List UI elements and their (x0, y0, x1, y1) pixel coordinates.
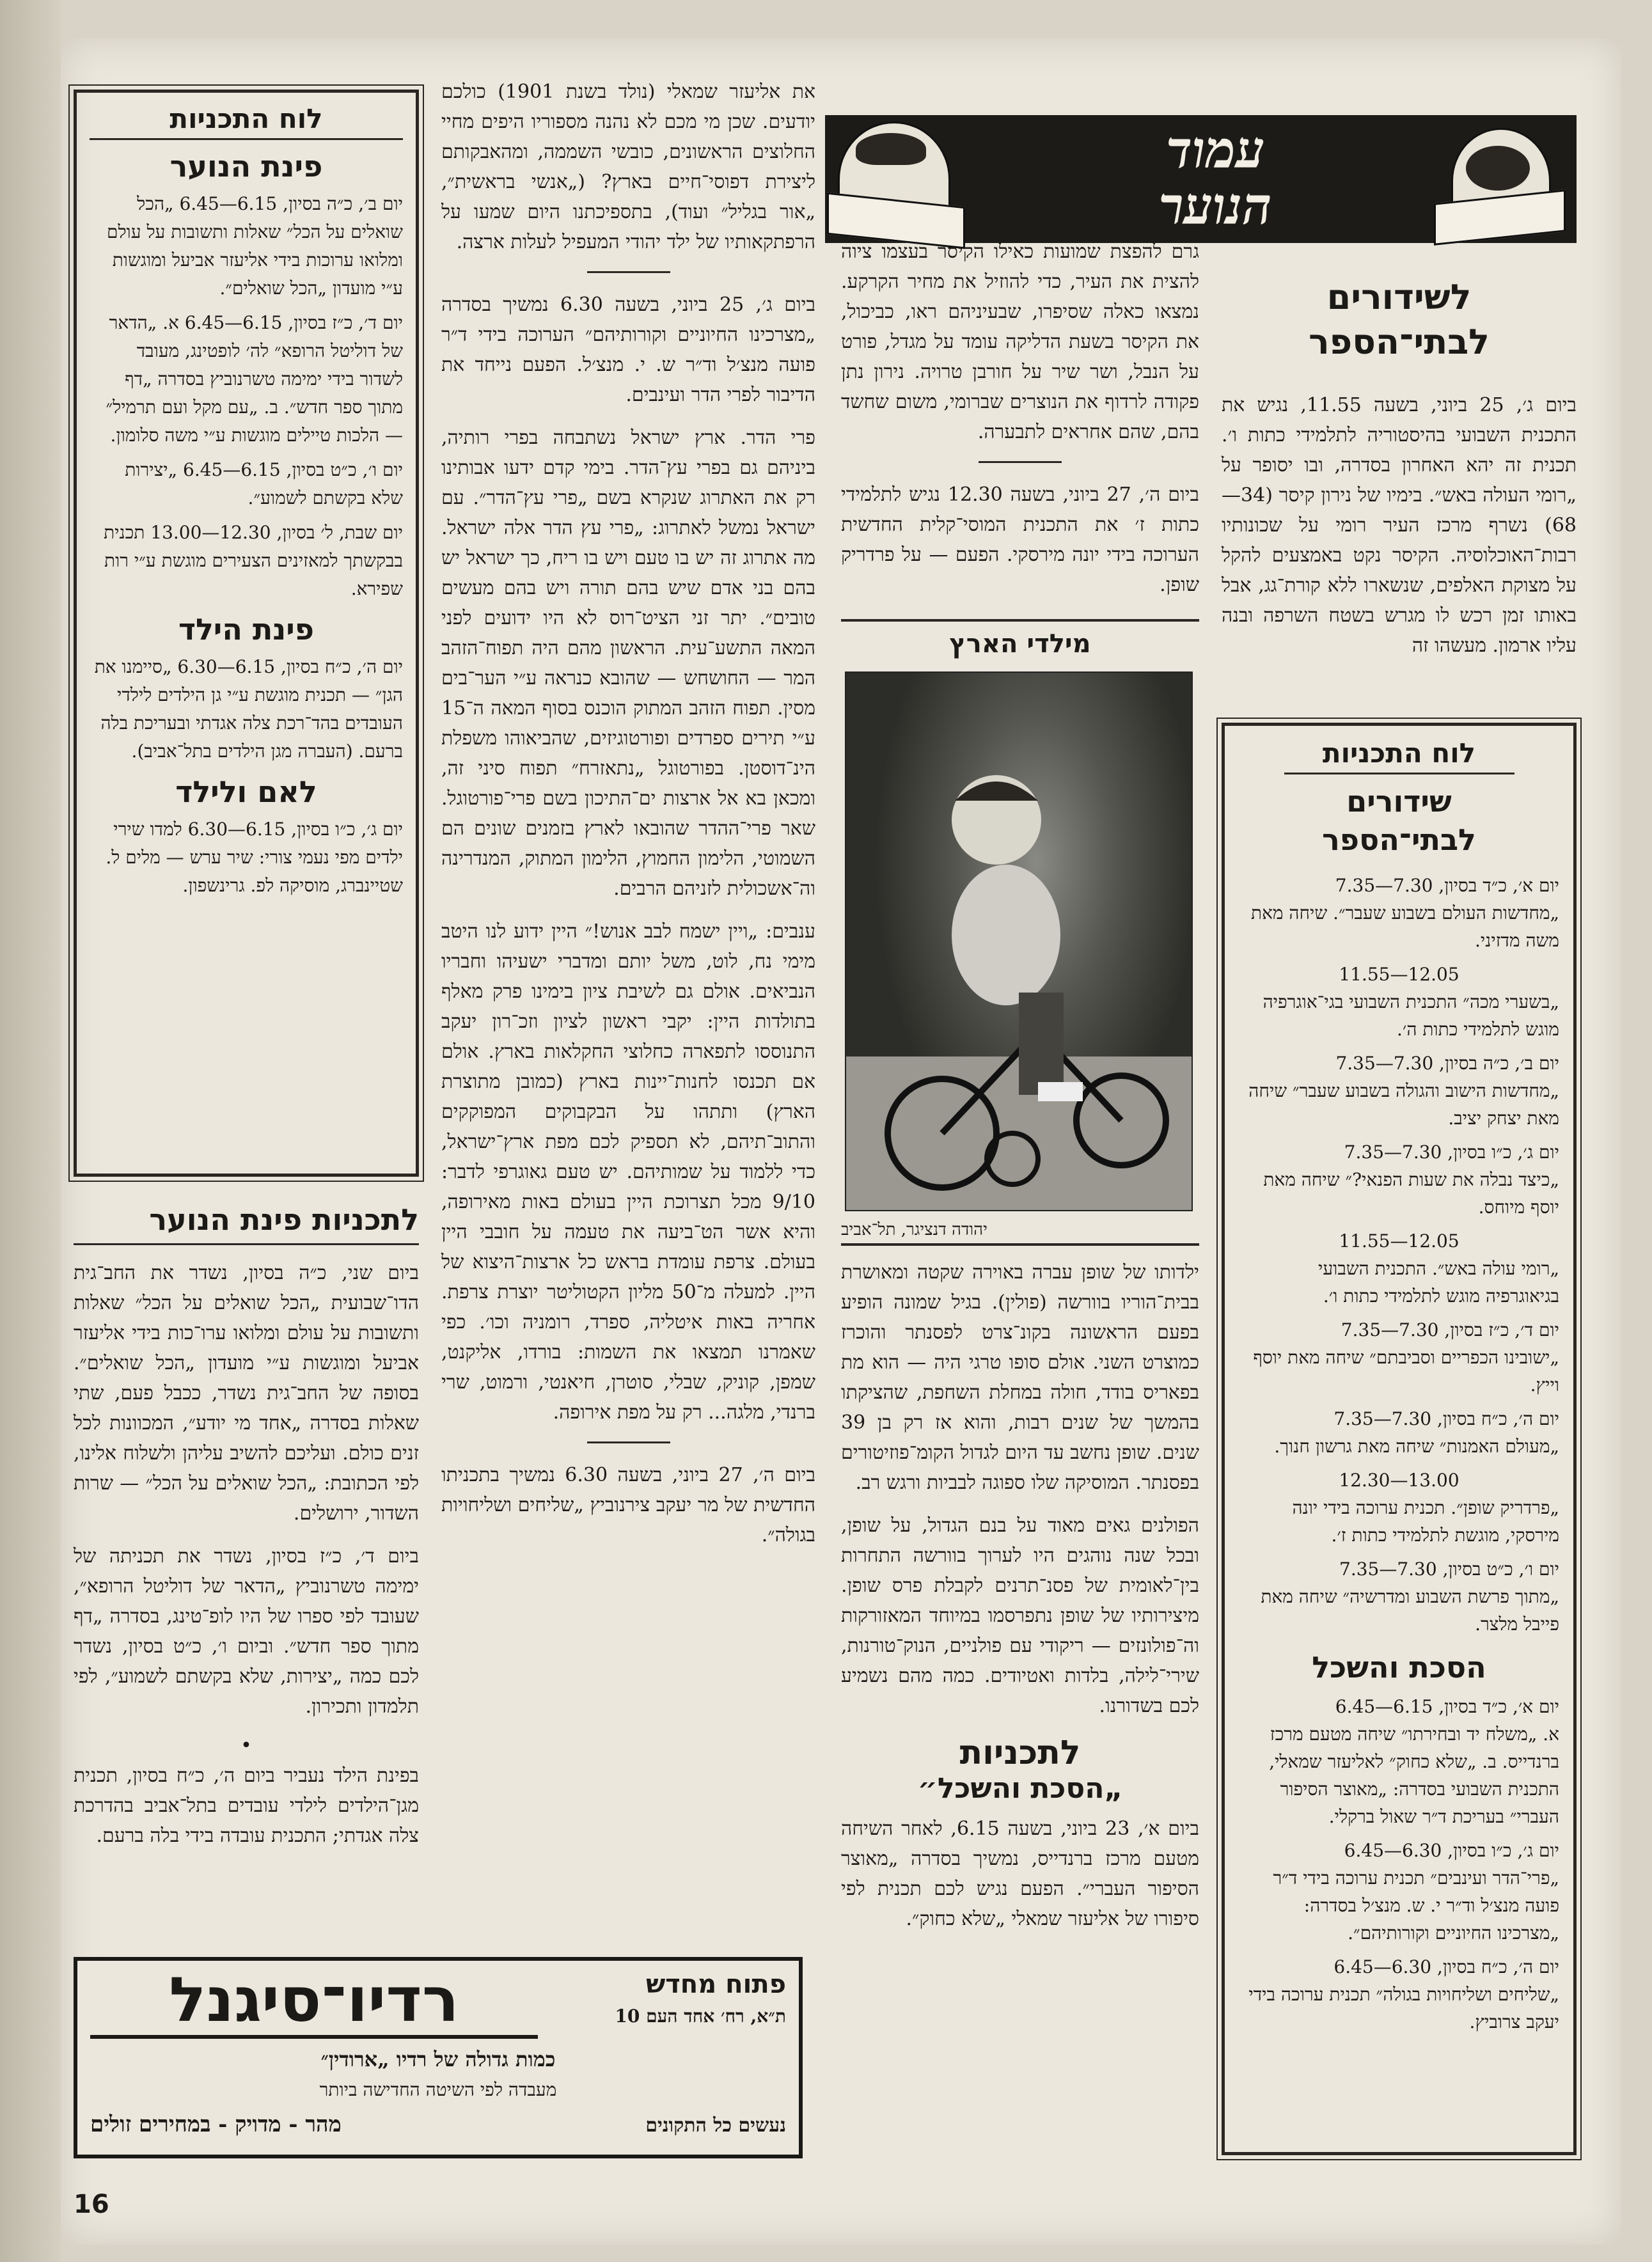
youth-schedule-box (74, 90, 419, 1177)
newspaper-page (61, 38, 1621, 2245)
column-left (74, 90, 419, 1864)
schedule-item: יום שבת, ל׳ בסיון, 12.30—13.00 תכנית בבקשתך למאזינים הצעירים מוגשת ע״י רות שפירא. (104, 522, 403, 599)
listen-learn-list (1239, 1693, 1559, 2036)
schedule-item-desc: „פרדריק שופן״. תכנית ערוכה בידי יונה מירסקי, מוגשת לתלמידי כתות ז׳. (1292, 1497, 1559, 1546)
schedule-item-date: יום ג׳, כ״ו בסיון, 7.30—7.35 (1344, 1142, 1559, 1163)
chopin-poles-paragraph: הפולנים גאים מאוד על בנם הגדול, על שופן, ובכל שנה נוהגים היו לערוך בוורשה התחרות בין־לאומית של פסנ־תרנים לקבלת פרס שופן. מיצירותיו של שופן נתפרסמו במיוחד המאזורקות וה־פולונזים — ריקודי עם פולניים, הנוק־טורנות, שירי־לילה, בלדות ואטיודים. כמה מהם נשמיע לכם בשדורנו. (841, 1514, 1199, 1717)
schedule-item (1239, 1049, 1559, 1132)
schedule-item: יום ב׳, כ״ה בסיון, 6.15—6.45 „הכל שואלים על הכל״ שאלות ותשובות על עולם ומלואו ערוכות בידי אליעזר אביעל ומוגשות ע״י מועדון „הכל שואלים״. (106, 193, 403, 299)
column-second (841, 230, 1199, 1947)
ad-address: ת״א, רח׳ אחד העם 10 (615, 2006, 786, 2027)
schedule-item: יום ה׳, כ״ח בסיון, 6.15—6.30 „סיימנו את הגן״ — תכנית מוגשת ע״י גן הילדים לילדי העובדים בהד־רכת צלה אגדתי ובעריכת בלה ברעם. (העברה מגן הילדים בתל־אביב). (94, 656, 403, 762)
schedule-item-date: 12.30—13.00 (1339, 1470, 1459, 1491)
schedule-item-desc: „מחדשות העולם בשבוע שעבר״. שיחה מאת משה מדזיני. (1251, 902, 1559, 951)
ad-top-line: פתוח מחדש (645, 1970, 786, 1999)
banner-title-line2: הנוער (1158, 176, 1272, 236)
divider (587, 271, 670, 273)
grapes-paragraph: ענבים: „ויין ישמח לבב אנוש!״ היין ידוע לנו היטב מימי נח, לוט, משל יותם ומדברי ישעיהו וחבריו הנביאים. אולם גם לשיבת ציון בימינו פרק מאלף בתולדות היין: יקבי ראשון לציון וזכ־רון יעקב התנוססו לתפארה כחלוצי החקלאות בארץ. אולם אם תכנסו לחנות־יינות בארץ (כמובן מתוצרת הארץ) ותתהו על הבקבוקים המפוקקים והתוב־תיהם, לא תספיק לכם מפת ארץ־ישראל, כדי ללמוד על שמותיהם. יש טעם גאוגרפי לדבר: 9/10 מכל תצרוכת היין בעולם באות מאירופה, והיא אשר הט־ביעה את טעמה על חובבי היין בעולם. צרפת עומדת בראש כל ארצות־היצוא של היין. למעלה מ־50 מליון הקטוליטר יוצרת צרפת. אחריה באות איטליה, ספרד, רומניה וכו׳. כפי שאמרנו תמצאו את השמות: בורדו, אליקנט, שמפן, קוניק, שבלי, סוטרן, חיאנטי, ורמוט, שרי ברנדי, מלגה... רק על מפת אירופה. (441, 920, 816, 1424)
mother-child-heading: לאם ולילד (175, 774, 317, 809)
school-heading-line1: לשידורים (1326, 277, 1472, 317)
bullet-separator: • (240, 1734, 252, 1757)
schedule-item-date: יום ה׳, כ״ח בסיון, 7.30—7.35 (1333, 1408, 1559, 1429)
youth-corner-heading: פינת הנוער (169, 149, 323, 184)
child-corner-heading: פינת הילד (178, 612, 315, 647)
programs-paragraph: ביום א׳, 23 ביוני, בשעה 6.15, לאחר השיחה מטעם מרכז ברנדייס, נמשיך בסדרה „מאוצר הסיפור העברי״. הפעם נגיש לכם תכנית לפי סיפורו של אליעזר שמאלי „שלא כחוק״. (841, 1818, 1199, 1930)
schedule-item: יום ג׳, כ״ו בסיון, 6.15—6.30 למדו שירי ילדים מפי נעמי צורי: שיר ערש — מלים ל. שטיינברג, מוסיקה לפ. גרינשפון. (106, 819, 403, 896)
youth-programs-p2: ביום ד׳, כ״ז בסיון, נשדר את תכניתה של ימימה טשרנוביץ „הדאר של דוליטל הרופא״, שעובד לפי ספרו של היו לופ־טינג, בסדרה „דף מתוך ספר חדש״. וביום ו׳, כ״ט בסיון, נשדר לכם כמה „יצירות, שלא בקשתם לשמוע״, לפי תלמדון ותכירון. (74, 1545, 419, 1718)
school-heading-line2: לבתי־הספר (1309, 322, 1490, 362)
schedule-item (1239, 1953, 1559, 2036)
schedule-item (1239, 1837, 1559, 1947)
schedule-item-date: יום ב׳, כ״ה בסיון, 7.30—7.35 (1335, 1053, 1559, 1074)
schedule-item-desc: „רומי עולה באש״. התכנית השבועי בגיאוגרפיה מוגש לתלמידי כתות ו׳. (1318, 1258, 1559, 1307)
schedule-item-desc: „בשערי מכה״ התכנית השבועי בגי־אוגרפיה מוגש לתלמידי כתות ה׳. (1263, 991, 1559, 1040)
youth-page-banner (825, 115, 1577, 243)
schedule-item-date: יום ה׳, כ״ח בסיון, 6.30—6.45 (1333, 1956, 1559, 1977)
schedule-item (1239, 1227, 1559, 1310)
school-schedule-box (1222, 723, 1577, 2155)
photo-caption: יהודה דנציגר, תל־אביב (841, 1220, 987, 1239)
schedule-item (1239, 1466, 1559, 1549)
youth-programs-title: לתכניות פינת הנוער (74, 1202, 419, 1245)
divider (979, 461, 1062, 463)
schedule-item (1239, 1693, 1559, 1830)
page-number: 16 (74, 2190, 109, 2219)
ad-brand: רדיו־סיגנל (90, 1965, 538, 2039)
schedule-item-date: יום ו׳, כ״ט בסיון, 7.30—7.35 (1339, 1559, 1559, 1580)
schedule-item (1239, 872, 1559, 954)
programs-title: לתכניות (959, 1734, 1081, 1772)
schedule-item-date: 11.55—12.05 (1339, 964, 1459, 985)
section-rule (841, 1243, 1199, 1246)
divider (587, 1441, 670, 1443)
section-rule (841, 619, 1199, 629)
schedule-item (1239, 1555, 1559, 1638)
schedule-item-date: יום ד׳, כ״ז בסיון, 7.30—7.35 (1341, 1319, 1559, 1340)
ad-line3: נעשים כל התקונים (645, 2114, 786, 2137)
schedule-item (1239, 1316, 1559, 1399)
schedule-item (1239, 961, 1559, 1043)
youth-box-header: לוח התכניות (90, 103, 403, 140)
youth-programs-p3: בפינת הילד נעביר ביום ה׳, כ״ח בסיון, תכנית מגן־הילדים לילדי עובדים בתל־אביב בהדרכת צלה אגדתי; התכנית עובדה בידי בלה ברעם. (74, 1764, 419, 1847)
ad-line2: מעבדה לפי השיטה החדישה ביותר (319, 2079, 557, 2100)
schedule-item-desc: „שליחים ושליחויות בגולה״ תכנית ערוכה בידי יעקב צרוביץ. (1248, 1984, 1559, 2032)
schedule-item-date: יום א׳, כ״ד בסיון, 6.15—6.45 (1335, 1696, 1559, 1717)
chopin-bio-paragraph: ילדותו של שופן עברה באוירה שקטה ומאושרת בבית־הוריו בוורשה (פולין). בגיל שמונה הופיע בפעם הראשונה בקונ־צרט לפסנתר והוכרז כמוצרט השני. אולם סופו טרגי היה — הוא מת בפאריס בודד, חולה במחלת השחפת, שהציקתו בהמשך של שנים רבות, והוא אז רק בן 39 שנים. שופן נחשב עד היום לגדול הקומ־פוזיטורים בפסנתר. המוסיקה שלו ספוגה לבביות ורגש רב. (841, 1261, 1199, 1494)
listen-learn-heading: הסכת והשכל (1312, 1650, 1486, 1685)
page-binding (0, 0, 61, 2262)
youth-programs-p1: ביום שני, כ״ה בסיון, נשדר את החב־גית הדו־שבועית „הכל שואלים על הכל״ שאלות ותשובות על עולם ומלואו ערו־כות בידי אליעזר אביעל ומוגשות ע״י מועדון „הכל שואלים״. בסופה של החב־גית נשדר, ככבל פעם, שתי שאלות בסדרה „אחד מי יודע״, המכוונות לכל זנים כולם. ועליכם להשיב עליהן ולשלוח אלינו, לפי הכתובת: „הכל שואלים על הכל״ — שרות השדור, ירושלים. (74, 1262, 419, 1525)
schedule-item (1239, 1138, 1559, 1221)
banner-title-line1: עמוד (1165, 120, 1265, 180)
nero-paragraph: גרם להפצת שמועות כאילו הקיסר בעצמו ציוה להצית את העיר, כדי להוזיל את מחיר הקרקע. נמצאו כאלה שסיפרו, שבעיניהם ראו, כביכול, את הקיסר בשעת הדליקה עומד על מגדל, פורט על הנבל, ושר שיר על חורבן טרויה. נירון נתן פקודה לרדוף את הנוצרים שברומי, משום שחשד בהם, שהם אחראים לתבערה. (841, 240, 1199, 443)
schedule-item (1239, 1405, 1559, 1460)
schedule-item-desc: א. „משלח יד ובחירתו״ שיחה מטעם מרכז ברנדייס. ב. „שלא כחוק״ לאליעזר שמאלי, התכנית השבועי בסדרה: „מאוצר הסיפור העברי״ בעריכת ד״ר שאול ברקלי. (1269, 1724, 1559, 1827)
programs-subtitle: „הסכת והשכל״ (917, 1772, 1123, 1805)
schedule-item: יום ו׳, כ״ט בסיון, 6.15—6.45 „יצירות שלא בקשתם לשמוע״. (125, 459, 403, 508)
ad-line1: כמות גדולה של רדיו „ארודין״ (320, 2047, 556, 2071)
boy-reading-illustration (838, 122, 950, 237)
schedule-item-desc: „כיצד נבלה את שעות הפנאי?״ שיחה מאת יוסף מיוחס. (1263, 1169, 1559, 1218)
schedule-item: יום ד׳, כ״ז בסיון, 6.15—6.45 א. „הדאר של דוליטל הרופא״ לה׳ לופטינג, מעובד לשדור בידי ימימה טשרנוביץ בסדרה „דף מתוך ספר חדש״. ב. „עם מקל ועם תרמיל״ — הלכות טיילים מוגשות ע״י משה סלומון. (106, 312, 403, 446)
school-broadcasts-heading (1222, 275, 1577, 365)
schedule-item-desc: „פרי־הדר ועינבים״ תכנית ערוכה בידי ד״ר פועה מנצ׳ל וד״ר י. ש. מנצ׳ל בסדרה: „מצרכינו החיוניים וקורותיהם״. (1273, 1867, 1559, 1944)
banner-title (1036, 122, 1394, 234)
schedule-item-date: יום ג׳, כ״ו בסיון, 6.30—6.45 (1344, 1840, 1559, 1861)
girl-reading-illustration (1451, 128, 1551, 234)
schedule-item-desc: „ישובינו הכפריים וסביבתם״ שיחה מאת יוסף וייץ. (1253, 1347, 1559, 1395)
citrus-intro-paragraph: ביום ג׳, 25 ביוני, בשעה 6.30 נמשיך בסדרה „מצרכינו החיוניים וקורותיהם״ הערוכה בידי ד״ר פועה מנצ׳ל וד״ר ש. י. מנצ׳ל. הפעם נייחד את הדיבור לפרי הדר ועינבים. (441, 294, 815, 406)
schedule-box-header: לוח התכניות (1284, 737, 1514, 774)
schedule-item-desc: „מתוך פרשת השבוע ומדרשיה״ שיחה מאת פייבל מלצר. (1261, 1586, 1559, 1635)
tricycle-illustration (846, 673, 1192, 1210)
schedule-item-desc: „מחדשות הישוב והגולה בשבוע שעבר״ שיחה מאת יצחק יציב. (1248, 1080, 1559, 1129)
schedule-item-date: יום א׳, כ״ד בסיון, 7.30—7.35 (1335, 875, 1559, 896)
schedule-title-line2: לבתי־הספר (1322, 822, 1476, 857)
column-third (441, 77, 815, 1563)
ad-line4: מהר - מדויק - במחירים זולים (90, 2112, 342, 2137)
children-of-land-title: מילדי הארץ (949, 629, 1091, 659)
school-broadcasts-paragraph: ביום ג׳, 25 ביוני, בשעה 11.55, נגיש את התכנית השבועי בהיסטוריה לתלמידי כתות ו׳. תכנית זה יהא האחרון בסדרה, ובו יסופר על „רומי העולה באש״. בימיו של נירון קיסר (34—68) נשרף מרכז העיר רומי על שכונותיו רבות־האוכלוסיה. הקיסר נקט באמצעים להקל על מצוקת האלפים, שנשארו ללא קורת־גג, אבל באותו זמן רכש לו מגרש בשטח השרפה ובנה עליו ארמון. מעשהו זה (1222, 394, 1577, 657)
schedule-item-date: 11.55—12.05 (1339, 1230, 1459, 1252)
radio-signal-ad (74, 1957, 803, 2158)
citrus-paragraph: פרי הדר. ארץ ישראל נשתבחה בפרי רותיה, ביניהם גם בפרי עץ־הדר. בימי קדם ידעו אבותינו רק את האתרוג שנקרא בשם „פרי עץ־הדר״. עם ישראל נמשל לאתרוג: „פרי עץ הדר אלה ישראל. מה אתרוג זה יש בו טעם ויש בו ריח, כך ישראל יש בהם בני אדם שיש בהם תורה ויש בהם מעשים טובים״. יתר זני הציט־רוס לא היו ידועים לפני המאה התשע־עית. הראשון מהם היה תפוח־הזהב המר — החושחש — שהובא כנראה ע״י הער־בים מסין. תפוח הזהב המתוק הוכנס בסוף המאה ה־15 ע״י תירים ספרדים ופורטוגיזים, שהביאוהו משפלת הינ־דוסטן. בפורטוגל „נתאזרח״ תפוח סיני זה, ומכאן בא אל ארצות ים־התיכון בשם פרי־פורטוגל. שאר פרי־ההדר שהובאו לארץ בזמנים שונים הם השמוטי, הלימון החמוץ, הלימון המתוק, המנדרינה וה־אשכולית לזניהם הרבים. (441, 427, 815, 900)
schedule-box-title (1239, 782, 1559, 859)
schedule-item-desc: „מעולם האמנות״ שיחה מאת גרשון חנוך. (1274, 1436, 1559, 1457)
emissaries-paragraph: ביום ה׳, 27 ביוני, בשעה 6.30 נמשיך בתכניתו החדשית של מר יעקב צירנוביץ „שליחים ושליחויות בגולה״. (441, 1464, 816, 1546)
chopin-intro-paragraph: ביום ה׳, 27 ביוני, בשעה 12.30 נגיש לתלמידי כתות ז׳ את התכנית המוסי־קלית החדשית הערוכה בידי יונה מירסקי. הפעם — על פרדריק שופן. (841, 483, 1199, 596)
child-on-tricycle-photo (845, 672, 1193, 1211)
school-schedule-list (1239, 872, 1559, 1638)
schedule-title-line1: שידורים (1346, 784, 1452, 819)
shamali-paragraph: את אליעזר שמאלי (נולד בשנת 1901) כולכם יודעים. שכן מי מכם לא נהנה מספוריו היפים מחיי החלוצים הראשונים, כובשי השממה, ומהאבקותם ליצירת דפוסי־חיים בארץ? („אנשי בראשית״, „אור בגליל״ ועוד), בתספיכתנו היום שמעו על הרפתקאותיו של ילד יהודי המעפיל לעלות ארצה. (441, 81, 816, 253)
